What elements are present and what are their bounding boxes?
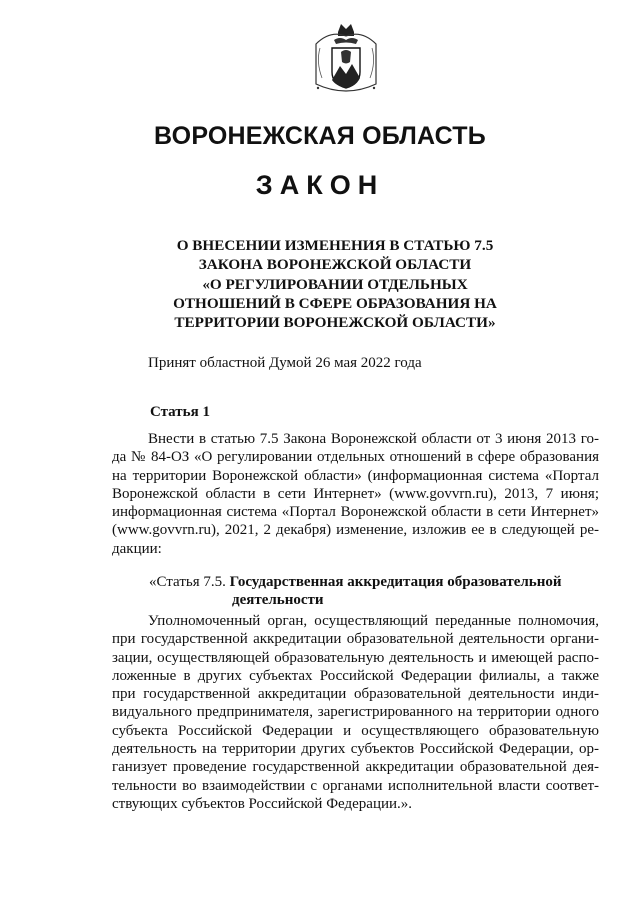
text-line: деятельность на территории других субъектов Российской Федерации, ор- [112,741,599,758]
document-kind: ЗАКОН [255,170,385,200]
text-line: ложенные в других субъектах Российской Федерации филиалы, а также [112,667,599,684]
text-line: тельности во взаимодействии с органами исполнительной власти соответ- [112,777,599,794]
quoted-article-heading [149,573,599,609]
quoted-article-title: Государственная аккредитация образовательной [229,574,562,590]
text-line: ганизует проведение государственной аккредитации образовательной дея- [112,759,599,776]
text-line: видуального предпринимателя, зарегистрированного на территории одного [112,704,599,721]
coat-of-arms-icon [310,22,382,100]
text-line: ствующих субъектов Российской Федерации.». [112,795,413,812]
text-line: (www.govvrn.ru), 2021, 2 декабря) изменение, изложив ее в следующей ре- [112,522,599,539]
text-line: на территории Воронежской области» (информационная система «Портал [112,467,599,484]
text-line: Воронежской области в сети Интернет» (www.govvrn.ru), 2013, 7 июня; [112,485,599,502]
article-1-paragraph [112,430,599,558]
text-line: Внести в статью 7.5 Закона Воронежской области от 3 июня 2013 го- [148,431,599,447]
text-line: при государственной аккредитации образовательной деятельности инди- [112,686,599,703]
law-title-line: ТЕРРИТОРИИ ВОРОНЕЖСКОЙ ОБЛАСТИ» [174,314,496,332]
quoted-article-prefix: «Статья 7.5. [149,574,230,590]
adoption-note: Принят областной Думой 26 мая 2022 года [148,355,422,371]
law-title-line: О ВНЕСЕНИИ ИЗМЕНЕНИЯ В СТАТЬЮ 7.5 [176,237,494,254]
law-title-line: «О РЕГУЛИРОВАНИИ ОТДЕЛЬНЫХ [202,275,468,293]
text-line: да № 84-ОЗ «О регулировании отдельных отношений в сфере образования [112,449,599,466]
quoted-article-title-cont: деятельности [232,592,324,608]
text-line: Уполномоченный орган, осуществляющий переданные полномочия, [148,613,599,629]
text-line: при государственной аккредитации образовательной деятельности органи- [112,631,599,648]
article-heading: Статья 1 [150,404,210,420]
law-title-line: ОТНОШЕНИЙ В СФЕРЕ ОБРАЗОВАНИЯ НА [173,294,497,312]
text-line: субъекта Российской Федерации и осуществляющего образовательную [112,722,599,739]
quoted-article-paragraph [112,612,599,813]
text-line: дакции: [112,540,162,557]
region-title: ВОРОНЕЖСКАЯ ОБЛАСТЬ [154,122,486,150]
text-line: информационная система «Портал Воронежской области в сети Интернет» [112,504,599,521]
text-line: зации, осуществляющей образовательную деятельность и имеющей распо- [112,649,599,666]
law-title [150,236,520,332]
law-title-line: ЗАКОНА ВОРОНЕЖСКОЙ ОБЛАСТИ [198,256,472,274]
